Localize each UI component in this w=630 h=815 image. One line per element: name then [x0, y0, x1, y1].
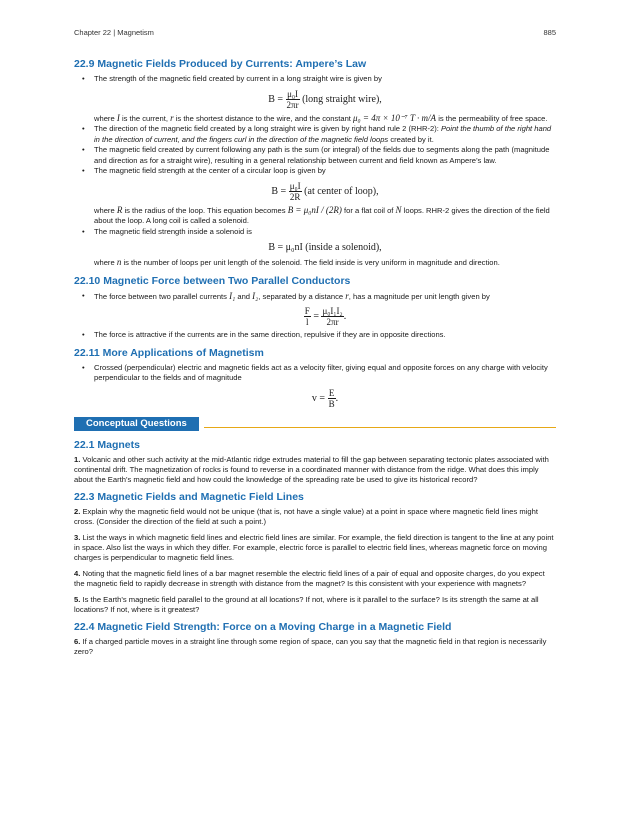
eq-fraction	[321, 306, 343, 327]
page-number: 885	[543, 28, 556, 37]
question-text: If a charged particle moves in a straight line through some region of space, can you say that the magnetic field in that region is necessarily zero?	[74, 636, 547, 656]
bullet-emphasis: Point the thumb of the right hand in the direction of current, and the fingers curl in the direction of the magnetic field loops	[94, 124, 552, 144]
question-text: Volcanic and other such activity at the mid-Atlantic ridge extrudes material to fill the gap between separating tectonic plates associated with continental drift. The magnetization of rocks is found to reverse in a coordinated manner with distance from the ridge. What does this imply about the Earth’s magnetic field and how could the knowledge of the spreading rate be used to give its historical record?	[74, 454, 549, 484]
equation-solenoid: B = μ₀nI (inside a solenoid),	[268, 242, 382, 253]
question-text: Is the Earth’s magnetic field parallel to the ground at all locations? If not, where is it parallel to the surface? Is its strength the same at all locations? If not, where is it greatest?	[74, 594, 539, 614]
question-number: 3.	[74, 532, 81, 542]
list-item	[74, 330, 556, 341]
summary-list-22-11	[74, 363, 556, 409]
math-var: N	[395, 204, 402, 215]
eq-note: (long straight wire),	[302, 93, 382, 105]
eq-numerator: E	[328, 387, 335, 398]
bullet-text: loops. RHR-2 gives the direction of the field about the loop. A long coil is called a solenoid.	[94, 205, 550, 225]
banner-label: Conceptual Questions	[74, 417, 199, 431]
section-title-22-4: 22.4 Magnetic Field Strength: Force on a Moving Charge in a Magnetic Field	[74, 620, 452, 633]
question-6	[74, 637, 556, 657]
eq-note: (at center of loop),	[304, 185, 379, 197]
banner-rule	[204, 427, 556, 428]
equation-parallel-force	[94, 306, 556, 327]
list-item	[74, 291, 556, 328]
bullet-text: and	[237, 291, 251, 301]
bullet-text: is the permeability of free space.	[438, 113, 548, 123]
eq-denominator: 2πr	[326, 317, 339, 327]
summary-list-22-9	[74, 74, 556, 269]
math-var: I₁	[229, 290, 236, 301]
list-item	[74, 74, 556, 124]
eq-lhs: B =	[268, 93, 284, 105]
bullet-text: The force is attractive if the currents are in the same direction, repulsive if they are in opposite directions.	[94, 330, 446, 339]
question-4	[74, 569, 556, 589]
equation-velocity-filter	[94, 388, 556, 409]
question-1	[74, 455, 556, 485]
conceptual-questions-banner	[74, 417, 556, 431]
bullet-text: is the shortest distance to the wire, and the constant	[175, 113, 351, 123]
eq-end: .	[343, 310, 347, 322]
eq-denominator: 2πr	[286, 99, 299, 110]
math-var: R	[116, 204, 123, 215]
question-5	[74, 595, 556, 615]
section-title-22-1: 22.1 Magnets	[74, 438, 140, 451]
question-text: Noting that the magnetic field lines of a bar magnet resemble the electric field lines of a pair of equal and opposite charges, do you expect the magnetic field to rapidly decrease in strength with distance from the magnet? Is this consistent with your experience with magnets?	[74, 568, 545, 588]
eq-lhs: v =	[311, 392, 326, 404]
question-text: List the ways in which magnetic field lines and electric field lines are similar. For example, the field direction is tangent to the line at any point in space. Also list the ways in which they differ. For example, electric force is parallel to electric field lines, whereas magnetic force on moving charges is perpendicular to magnetic field lines.	[74, 532, 554, 562]
bullet-text: is the number of loops per unit length of the solenoid. The field inside is very uniform in magnitude and direction.	[123, 258, 500, 267]
bullet-text: is the current,	[121, 113, 168, 123]
math-var: n	[116, 257, 122, 267]
eq-numerator: μ₀I	[287, 88, 299, 99]
section-title-22-11: 22.11 More Applications of Magnetism	[74, 346, 264, 359]
chapter-label: Chapter 22 | Magnetism	[74, 28, 154, 37]
question-number: 6.	[74, 636, 81, 646]
list-item	[74, 145, 556, 166]
math-constant: μ₀ = 4π × 10⁻⁷ T · m/A	[353, 112, 437, 123]
eq-denominator: 2R	[289, 191, 301, 202]
question-2	[74, 507, 556, 527]
bullet-text: The magnetic field created by current following any path is the sum (or integral) of the fields due to segments along the path (magnitude and direction as for a straight wire), resulting in a general relationship between current and field known as Ampere’s law.	[94, 145, 550, 165]
eq-denominator: B	[328, 398, 335, 409]
running-header	[74, 28, 556, 37]
section-title-22-10: 22.10 Magnetic Force between Two Parallel Conductors	[74, 274, 351, 287]
bullet-text: where	[94, 205, 115, 215]
bullet-text: The direction of the magnetic field created by a long straight wire is given by right hand rule 2 (RHR-2):	[94, 124, 439, 133]
math-var: r	[170, 112, 174, 123]
bullet-text: The magnetic field strength inside a solenoid is	[94, 226, 252, 236]
eq-fraction	[289, 181, 302, 202]
eq-fraction	[304, 306, 311, 327]
bullet-text: , separated by a distance	[258, 291, 344, 301]
question-number: 5.	[74, 594, 81, 604]
list-item	[74, 166, 556, 227]
question-text: Explain why the magnetic field would not be unique (that is, not have a single value) at a point in space where magnetic field lines might cross. (Consider the direction of the field at such a point.)	[74, 506, 538, 526]
eq-fraction	[286, 89, 300, 110]
bullet-text: The force between two parallel currents	[94, 291, 227, 301]
question-number: 2.	[74, 506, 81, 516]
bullet-text: , has a magnitude per unit length given by	[348, 291, 490, 301]
math-var: r	[345, 290, 349, 301]
math-var: I₂	[252, 290, 259, 301]
eq-numerator: F	[304, 306, 310, 316]
summary-list-22-10	[74, 291, 556, 341]
bullet-text: created by it.	[390, 134, 434, 144]
eq-equals: =	[313, 310, 319, 322]
page-content	[74, 58, 556, 663]
section-title-22-9: 22.9 Magnetic Fields Produced by Currents: Ampere’s Law	[74, 58, 367, 70]
bullet-text: where	[94, 258, 115, 267]
equation-long-wire	[94, 89, 556, 110]
question-number: 1.	[74, 454, 81, 464]
eq-numerator: μ₀I	[289, 180, 301, 191]
question-3	[74, 533, 556, 563]
equation-loop-center	[94, 181, 556, 202]
bullet-text: Crossed (perpendicular) electric and magnetic fields act as a velocity filter, giving equal and opposite forces on any charge with velocity perpendicular to the fields and of magnitude	[94, 362, 548, 382]
math-inline-equation: B = μ₀nI / (2R)	[287, 204, 342, 215]
eq-denominator: l	[306, 317, 309, 327]
math-var: I	[116, 112, 120, 123]
list-item	[74, 363, 556, 409]
question-number: 4.	[74, 568, 81, 578]
list-item	[74, 227, 556, 269]
bullet-text: is the radius of the loop. This equation becomes	[124, 205, 286, 215]
eq-fraction	[328, 388, 336, 409]
section-title-22-3: 22.3 Magnetic Fields and Magnetic Field Lines	[74, 490, 304, 503]
bullet-text: The strength of the magnetic field created by current in a long straight wire is given by	[94, 74, 382, 83]
bullet-text: where	[94, 113, 115, 123]
eq-lhs: B =	[271, 185, 287, 197]
bullet-text: The magnetic field strength at the center of a circular loop is given by	[94, 166, 326, 175]
list-item	[74, 124, 556, 145]
eq-end: .	[335, 392, 339, 404]
eq-numerator: μ₀I₁I₂	[322, 306, 343, 316]
bullet-text: for a flat coil of	[344, 205, 394, 215]
